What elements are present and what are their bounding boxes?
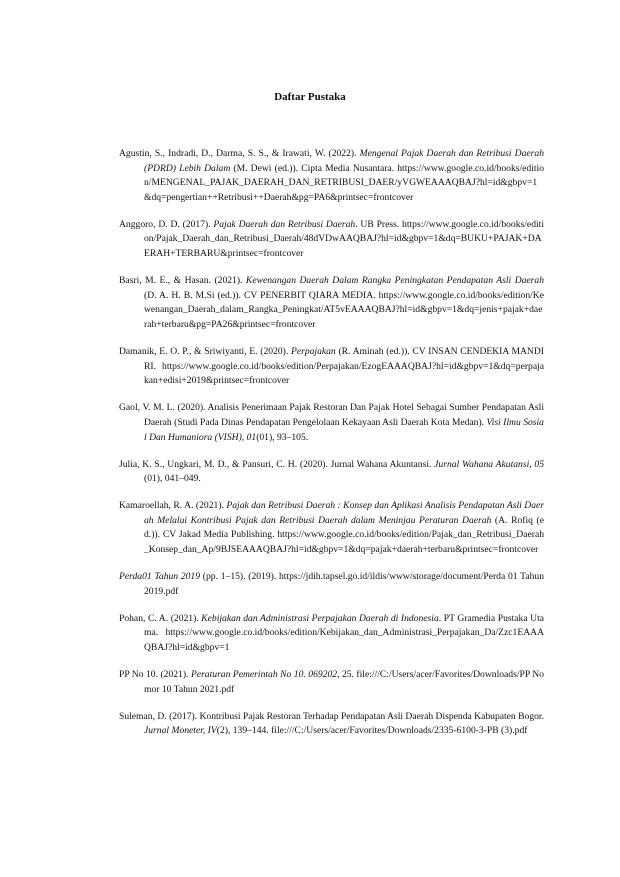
reference-details: . PT Gramedia Pustaka Utama. https://www.google.co.id/books/edition/Kebijakan_dan_Administrasi_Perpajakan_Da/Zzc1EAAAQBAJ?hl=id&gbpv=1 [144,612,544,654]
reference-authors-year: Kamaroellah, R. A. (2021). [119,500,227,512]
reference-entry [119,570,544,599]
reference-italic-title: Visi Ilmu Sosial Dan Humaniora (VISH), 01 [144,416,544,443]
reference-details: (A. Rofiq (ed.)). CV Jakad Media Publishing. https://www.google.co.id/books/edition/Pajak_dan_Retribusi_Daerah_Konsep_dan_Ap/9BJSEAAAQBAJ?hl=id&gbpv=1&dq=pajak+daerah+terbaru&printsec=frontcover [144,514,544,556]
reference-italic-title: Pajak dan Retribusi Daerah : Konsep dan Aplikasi Analisis Pendapatan Asli Daerah Melalui Kontribusi Pajak dan Retribusi Daerah dalam Meninjau Peraturan Daerah [144,500,544,526]
reference-authors-year: Gaol, V. M. L. (2020). Analisis Penerimaan Pajak Restoran Dan Pajak Hotel Sebagai Sumber Pendapatan Asli Daerah (Studi Pada Dinas Pendapatan Pengelolaan Kekayaan Asli Daerah Kota Medan). [119,402,544,428]
reference-authors-year: Damanik, E. O. P., & Sriwiyanti, E. (2020). [119,346,291,358]
reference-italic-title: Perda01 Tahun 2019 [119,571,201,583]
reference-authors-year: Julia, K. S., Ungkari, M. D., & Pansuri, C. H. (2020). Jurnal Wahana Akuntansi. [119,458,435,470]
reference-details: (M. Dewi (ed.)). Cipta Media Nusantara. https://www.google.co.id/books/edition/MENGENAL_PAJAK_DAERAH_DAN_RETRIBUSI_DAER/yVGWEAAAQBAJ?hl=id&gbpv=1&dq=pengertian++Retribusi++Daerah&pg=PA6&printsec=frontcover [144,162,545,203]
reference-authors-year: Anggoro, D. D. (2017). [119,218,214,230]
reference-details: (2), 139–144. file:///C:/Users/acer/Favorites/Downloads/2335-6100-3-PB (3).pdf [216,725,528,737]
reference-authors-year: PP No 10. (2021). [119,669,191,681]
reference-authors-year: Pohan, C. A. (2021). [119,612,202,624]
reference-list [119,147,544,752]
reference-italic-title: Kebijakan dan Administrasi Perpajakan Daerah di Indonesia [201,612,439,624]
reference-details: (01), 041–049. [144,473,201,485]
reference-details: , 25. file:///C:/Users/acer/Favorites/Downloads/PP Nomor 10 Tahun 2021.pdf [144,669,545,695]
reference-italic-title: Jurnal Moneter, IV [144,725,217,737]
reference-entry [119,147,544,205]
reference-entry [119,612,544,656]
reference-authors-year: Suleman, D. (2017). Kontribusi Pajak Restoran Terhadap Pendapatan Asli Daerah Dispenda Kabupaten Bogor. [119,710,544,722]
reference-italic-title: Peraturan Pemerintah No 10. 069202 [190,669,338,681]
reference-details: (R. Aminah (ed.)). CV INSAN CENDEKIA MANDIRI. https://www.google.co.id/books/edition/Perpajakan/EzogEAAAQBAJ?hl=id&gbpv=1&dq=perpajakan+edisi+2019&printsec=frontcover [144,346,544,387]
reference-entry [119,458,544,487]
reference-entry [119,710,544,739]
reference-entry [119,668,544,697]
reference-details: (pp. 1–15). (2019). https://jdih.tapsel.go.id/ildis/www/storage/document/Perda 01 Tahun 2019.pdf [144,571,544,597]
reference-italic-title: Mengenal Pajak Daerah dan Retribusi Daerah (PDRD) Lebih Dalam [144,148,544,174]
reference-italic-title: Jurnal Wahana Akutansi, 05 [434,458,544,470]
reference-details: . UB Press. https://www.google.co.id/books/edition/Pajak_Daerah_dan_Retribusi_Daerah/48dVDwAAQBAJ?hl=id&gbpv=1&dq=BUKU+PAJAK+DAERAH+TERBARU&printsec=frontcover [144,218,544,260]
page-title: Daftar Pustaka [274,91,346,103]
reference-entry [119,499,544,557]
reference-entry [119,401,544,445]
reference-entry [119,218,544,262]
reference-italic-title: Kewenangan Daerah Dalam Rangka Peningkatan Pendapatan Asli Daerah [245,275,545,287]
reference-entry [119,345,544,389]
reference-details: (01), 93–105. [256,431,309,443]
reference-italic-title: Perpajakan [290,346,336,358]
reference-italic-title: Pajak Daerah dan Retribusi Daerah [213,218,356,230]
reference-details: (D. A. H. B. M.Si (ed.)). CV PENERBIT QIARA MEDIA. https://www.google.co.id/books/edition/Kewenangan_Daerah_dalam_Rangka_Peningkat/AT5vEAAAQBAJ?hl=id&gbpv=1&dq=jenis+pajak+daerah+terbaru&pg=PA26&printsec=frontcover [144,289,544,330]
reference-authors-year: Basri, M. E., & Hasan. (2021). [119,275,246,287]
reference-authors-year: Agustin, S., Indradi, D., Darma, S. S., & Irawati, W. (2022). [119,148,360,159]
reference-entry [119,274,544,332]
